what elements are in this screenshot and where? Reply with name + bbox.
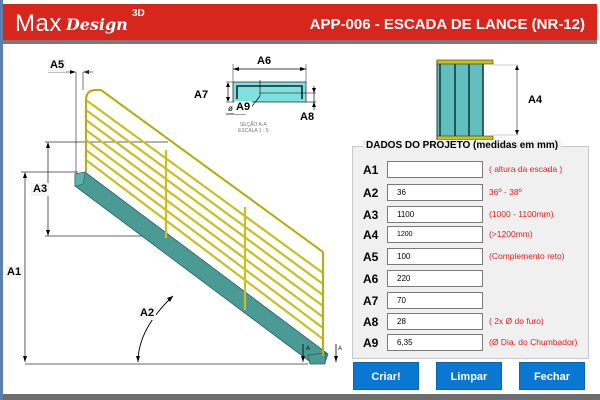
input-a7[interactable]: 70 [387, 292, 483, 309]
hint-a3: (1000 - 1100mm) [489, 209, 554, 219]
label-a2: A2 [363, 186, 379, 200]
label-a1: A1 [363, 163, 379, 177]
input-a6[interactable]: 220 [387, 270, 483, 287]
label-a9: A9 [363, 336, 379, 350]
section-caption-title: SEÇÃO A-A [239, 122, 267, 128]
project-data-group [352, 140, 589, 359]
row-a6 [353, 268, 588, 290]
plan-view-graphic [400, 50, 580, 145]
label-a6: A6 [363, 272, 379, 286]
input-a4[interactable]: 1200 [387, 226, 483, 243]
row-a7 [353, 290, 588, 312]
bottom-border [3, 394, 600, 400]
dim-label-a5: A5 [50, 59, 65, 71]
dim-label-a6: A6 [257, 55, 272, 67]
hint-a4: (>1200mm) [489, 229, 533, 239]
label-a3: A3 [363, 208, 379, 222]
hint-a5: (Complemento reto) [489, 251, 565, 261]
logo-max-text: Max [15, 10, 62, 37]
label-a7: A7 [363, 294, 379, 308]
hint-a1: ( altura da escada ) [489, 164, 563, 174]
row-a4 [353, 224, 588, 246]
dim-label-a3: A3 [33, 183, 48, 195]
svg-text:A: A [338, 346, 343, 352]
logo-design-text: Design [65, 14, 128, 34]
section-caption [238, 122, 269, 134]
header-bar [3, 4, 597, 40]
app-title: APP-006 - ESCADA DE LANCE (NR-12) [309, 16, 585, 33]
dim-label-a8: A8 [300, 111, 315, 123]
input-a3[interactable]: 1100 [387, 206, 483, 223]
dim-label-a2: A2 [140, 307, 155, 319]
svg-text:A: A [306, 346, 311, 352]
row-a5 [353, 246, 588, 268]
plan-view [400, 50, 580, 145]
diameter-symbol-icon: ø [228, 104, 233, 113]
hint-a2: 36º - 38º [489, 187, 522, 197]
input-a8[interactable]: 28 [387, 313, 483, 330]
clear-button[interactable]: Limpar [436, 362, 502, 390]
input-a5[interactable]: 100 [387, 248, 483, 265]
dim-label-a1: A1 [7, 266, 22, 278]
input-a9[interactable]: 6,35 [387, 334, 483, 351]
section-caption-scale: ESCALA 1 : 5 [238, 128, 269, 134]
row-a1 [353, 159, 588, 181]
hint-a9: (Ø Dia. do Chumbador) [489, 337, 578, 347]
section-detail [190, 52, 320, 142]
input-a1[interactable] [387, 161, 483, 178]
dim-label-a7: A7 [194, 89, 209, 101]
maxdesign-logo [15, 8, 145, 40]
hint-a8: ( 2x Ø do furo) [489, 316, 544, 326]
dim-label-a4: A4 [528, 94, 543, 106]
row-a9 [353, 332, 588, 354]
label-a4: A4 [363, 228, 379, 242]
input-a2[interactable]: 36 [387, 184, 483, 201]
row-a8 [353, 311, 588, 333]
row-a2 [353, 182, 588, 204]
label-a8: A8 [363, 315, 379, 329]
create-button[interactable]: Criar! [353, 362, 419, 390]
row-a3 [353, 204, 588, 226]
close-button[interactable]: Fechar [519, 362, 585, 390]
label-a5: A5 [363, 250, 379, 264]
dim-label-a9: A9 [236, 101, 251, 113]
project-data-title: DADOS DO PROJETO (medidas em mm) [363, 140, 561, 151]
logo-3d-text: 3D [132, 8, 145, 19]
